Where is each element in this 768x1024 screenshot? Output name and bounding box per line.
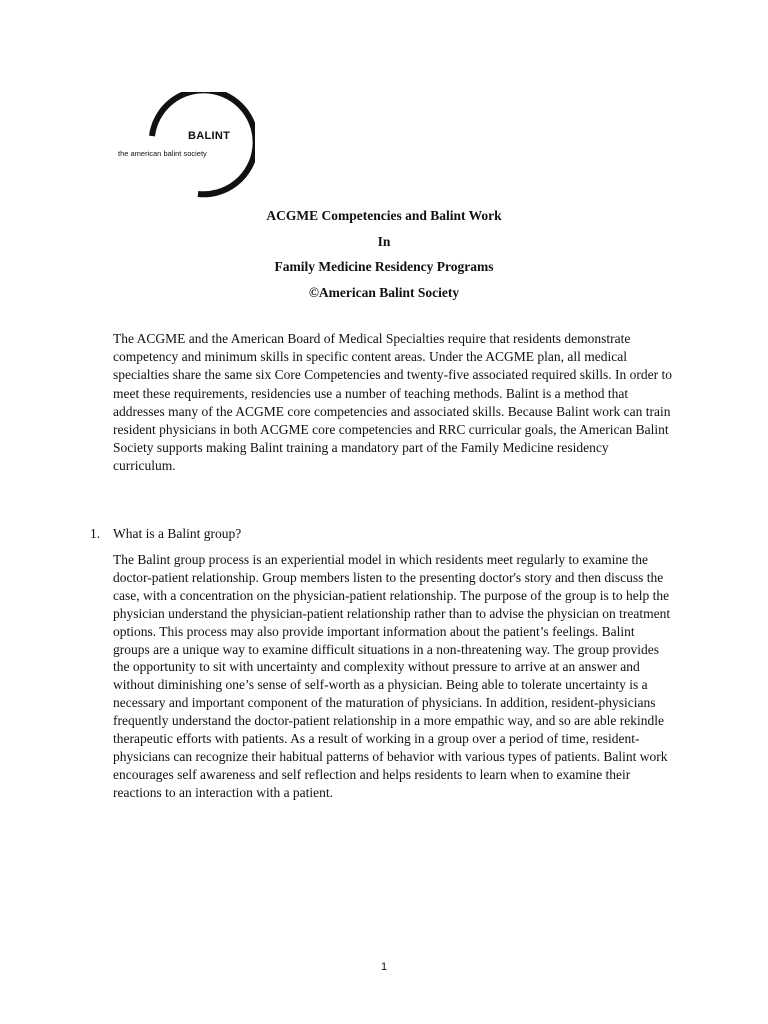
section-1-number: 1. <box>90 526 101 541</box>
page-number: 1 <box>380 961 388 973</box>
logo-subtitle: the american balint society <box>118 149 207 158</box>
balint-logo <box>110 92 255 202</box>
document-title <box>0 203 768 305</box>
logo-name: BALINT <box>188 130 231 142</box>
section-1-heading <box>90 525 241 543</box>
intro-paragraph: The ACGME and the American Board of Medical Specialties require that residents demonstrate competency and minimum skills in specific content areas. Under the ACGME plan, all medical specialties share the same six Core Competencies and twenty-five associated required skills. In order to meet these requirements, residencies use a number of teaching methods. Balint is a method that addresses many of the ACGME core competencies and associated skills. Because Balint work can train resident physicians in both ACGME core competencies and RRC curricular goals, the American Balint Society supports making Balint training a mandatory part of the Family Medicine residency curriculum. <box>113 331 672 474</box>
title-line-2: In <box>377 233 391 249</box>
title-line-4: ©American Balint Society <box>308 284 460 300</box>
section-1-title: What is a Balint group? <box>113 526 242 541</box>
title-line-3: Family Medicine Residency Programs <box>274 259 494 274</box>
title-line-1: ACGME Competencies and Balint Work <box>266 208 502 223</box>
section-1-body: The Balint group process is an experiential model in which residents meet regularly to examine the doctor-patient relationship. Group members listen to the presenting doctor's story and then discuss the case, with a concentration on the physician-patient relationship. The purpose of the group is to help the physician understand the physician-patient relationship rather than to advise the physician on treatment options. This process may also provide important information about the patient’s feelings. Balint groups are a unique way to examine difficult situations in a non-threatening way. The group provides the opportunity to sit with uncertainty and complexity without pressure to arrive at an answer and without diminishing one’s sense of self-worth as a physician. Being able to tolerate uncertainty is a necessary and important component of the maturation of physicians. In addition, resident-physicians frequently understand the doctor-patient relationship in a more empathic way, and so are able rekindle therapeutic efforts with patients. As a result of working in a group over a period of time, resident-physicians can recognize their habitual patterns of behavior with various types of patients. Balint work encourages self awareness and self reflection and helps residents to learn when to examine their reactions to an interaction with a patient. <box>113 552 671 800</box>
logo-arc-icon <box>110 92 255 202</box>
